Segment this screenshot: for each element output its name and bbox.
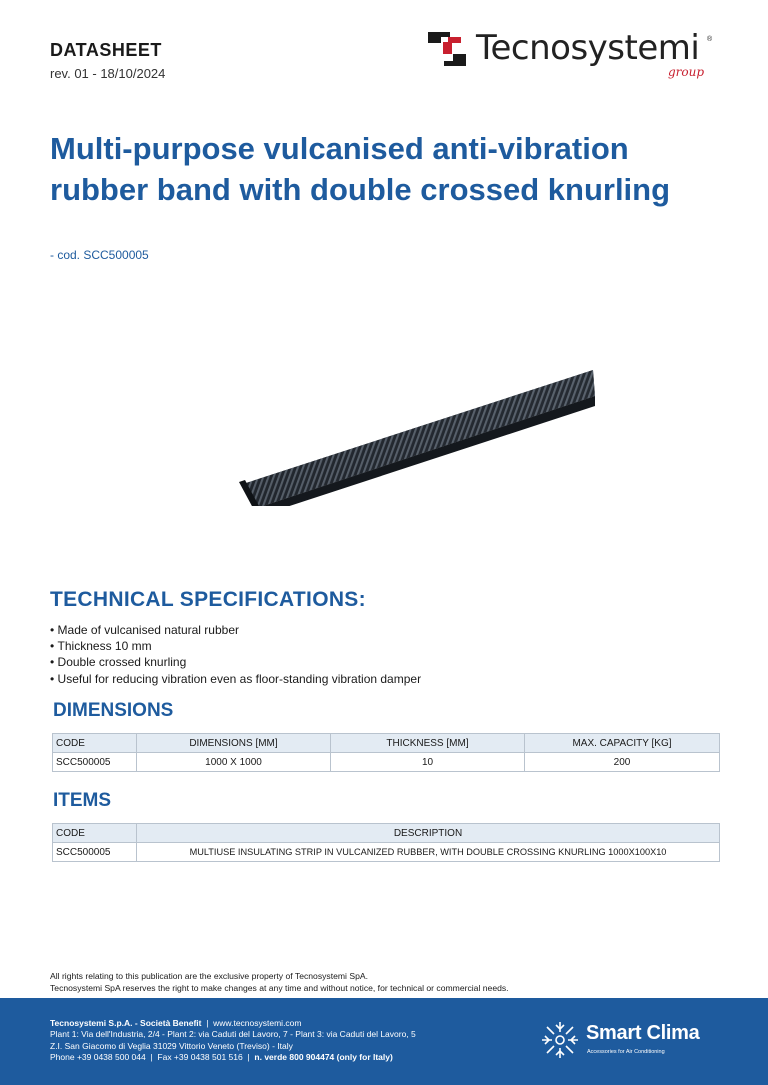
footer-phone: Phone +39 0438 500 044: [50, 1052, 146, 1063]
logo-group-text: group: [668, 65, 705, 79]
spec-item: • Thickness 10 mm: [50, 638, 421, 654]
footer-address: Z.I. San Giacomo di Veglia 31029 Vittorio Veneto (Treviso) - Italy: [50, 1040, 293, 1051]
revision-label: rev. 01 - 18/10/2024: [50, 66, 166, 81]
product-title: Multi-purpose vulcanised anti-vibration rubber band with double crossed knurling: [50, 131, 671, 207]
items-title: ITEMS: [53, 790, 112, 811]
spec-item: • Useful for reducing vibration even as floor-standing vibration damper: [50, 671, 421, 687]
column-header: DESCRIPTION: [137, 824, 720, 843]
table-cell: 200: [525, 753, 720, 772]
logo-registered-mark: ®: [707, 36, 713, 43]
dimensions-title: DIMENSIONS: [53, 700, 174, 721]
table-header-row: [53, 734, 720, 753]
spec-item: • Made of vulcanised natural rubber: [50, 622, 421, 638]
dimensions-table: [52, 733, 720, 772]
rights-notice: [50, 971, 509, 994]
table-header-row: [53, 824, 720, 843]
table-cell: SCC500005: [53, 843, 137, 862]
tecnosystemi-mark-icon: [428, 30, 468, 70]
column-header: DIMENSIONS [MM]: [137, 734, 331, 753]
footer-toll-free: n. verde 800 904474 (only for Italy): [254, 1052, 393, 1063]
footer-contact: Tecnosystemi S.p.A. - Società Benefit | www.tecnosystemi.com Plant 1: Via dell'Industria, 2/4 - Plant 2: via Caduti del Lavoro, 7 - Plant 3: via Caduti del Lavoro, 5 Z.I. San Giacomo di Veglia 31029 Vittorio Veneto (Treviso) - Italy Phone +39 0438 500 044 | Fax +39 0438 501 516 | n. verde 800 904474 (only for Italy): [50, 1018, 416, 1063]
product-code: - cod. SCC500005: [50, 248, 149, 262]
table-row: [53, 753, 720, 772]
table-cell: MULTIUSE INSULATING STRIP IN VULCANIZED RUBBER, WITH DOUBLE CROSSING KNURLING 1000X100X10: [137, 843, 720, 862]
smart-clima-tagline: Accessories for Air Conditioning: [587, 1049, 665, 1055]
rights-line: Tecnosystemi SpA reserves the right to make changes at any time and without notice, for technical or commercial needs.: [50, 982, 509, 993]
footer-company: Tecnosystemi S.p.A. - Società Benefit: [50, 1018, 202, 1028]
specs-list: [50, 622, 421, 687]
column-header: CODE: [53, 734, 137, 753]
doc-header: [50, 40, 165, 81]
column-header: CODE: [53, 824, 137, 843]
footer: [0, 998, 768, 1085]
footer-address: Plant 1: Via dell'Industria, 2/4 - Plant 2: via Caduti del Lavoro, 7 - Plant 3: via Caduti del Lavoro, 5: [50, 1029, 416, 1040]
table-cell: 1000 X 1000: [137, 753, 331, 772]
table-cell: SCC500005: [53, 753, 137, 772]
logo-wordmark: Tecnosystemi: [476, 28, 700, 68]
items-table: [52, 823, 720, 862]
table-cell: 10: [331, 753, 525, 772]
product-image: [235, 366, 597, 506]
specs-title: TECHNICAL SPECIFICATIONS:: [50, 588, 366, 611]
doc-type-label: DATASHEET: [50, 40, 162, 60]
smart-clima-logo: [540, 1020, 730, 1064]
rights-line: All rights relating to this publication are the exclusive property of Tecnosystemi SpA.: [50, 971, 368, 981]
column-header: THICKNESS [MM]: [331, 734, 525, 753]
table-row: [53, 843, 720, 862]
footer-fax: Fax +39 0438 501 516: [157, 1052, 243, 1063]
footer-website-link[interactable]: www.tecnosystemi.com: [213, 1018, 302, 1028]
tecnosystemi-logo: [428, 26, 728, 86]
smart-clima-name: Smart Clima: [586, 1022, 700, 1044]
spec-item: • Double crossed knurling: [50, 654, 421, 670]
snowflake-icon: [540, 1020, 580, 1060]
column-header: MAX. CAPACITY [KG]: [525, 734, 720, 753]
